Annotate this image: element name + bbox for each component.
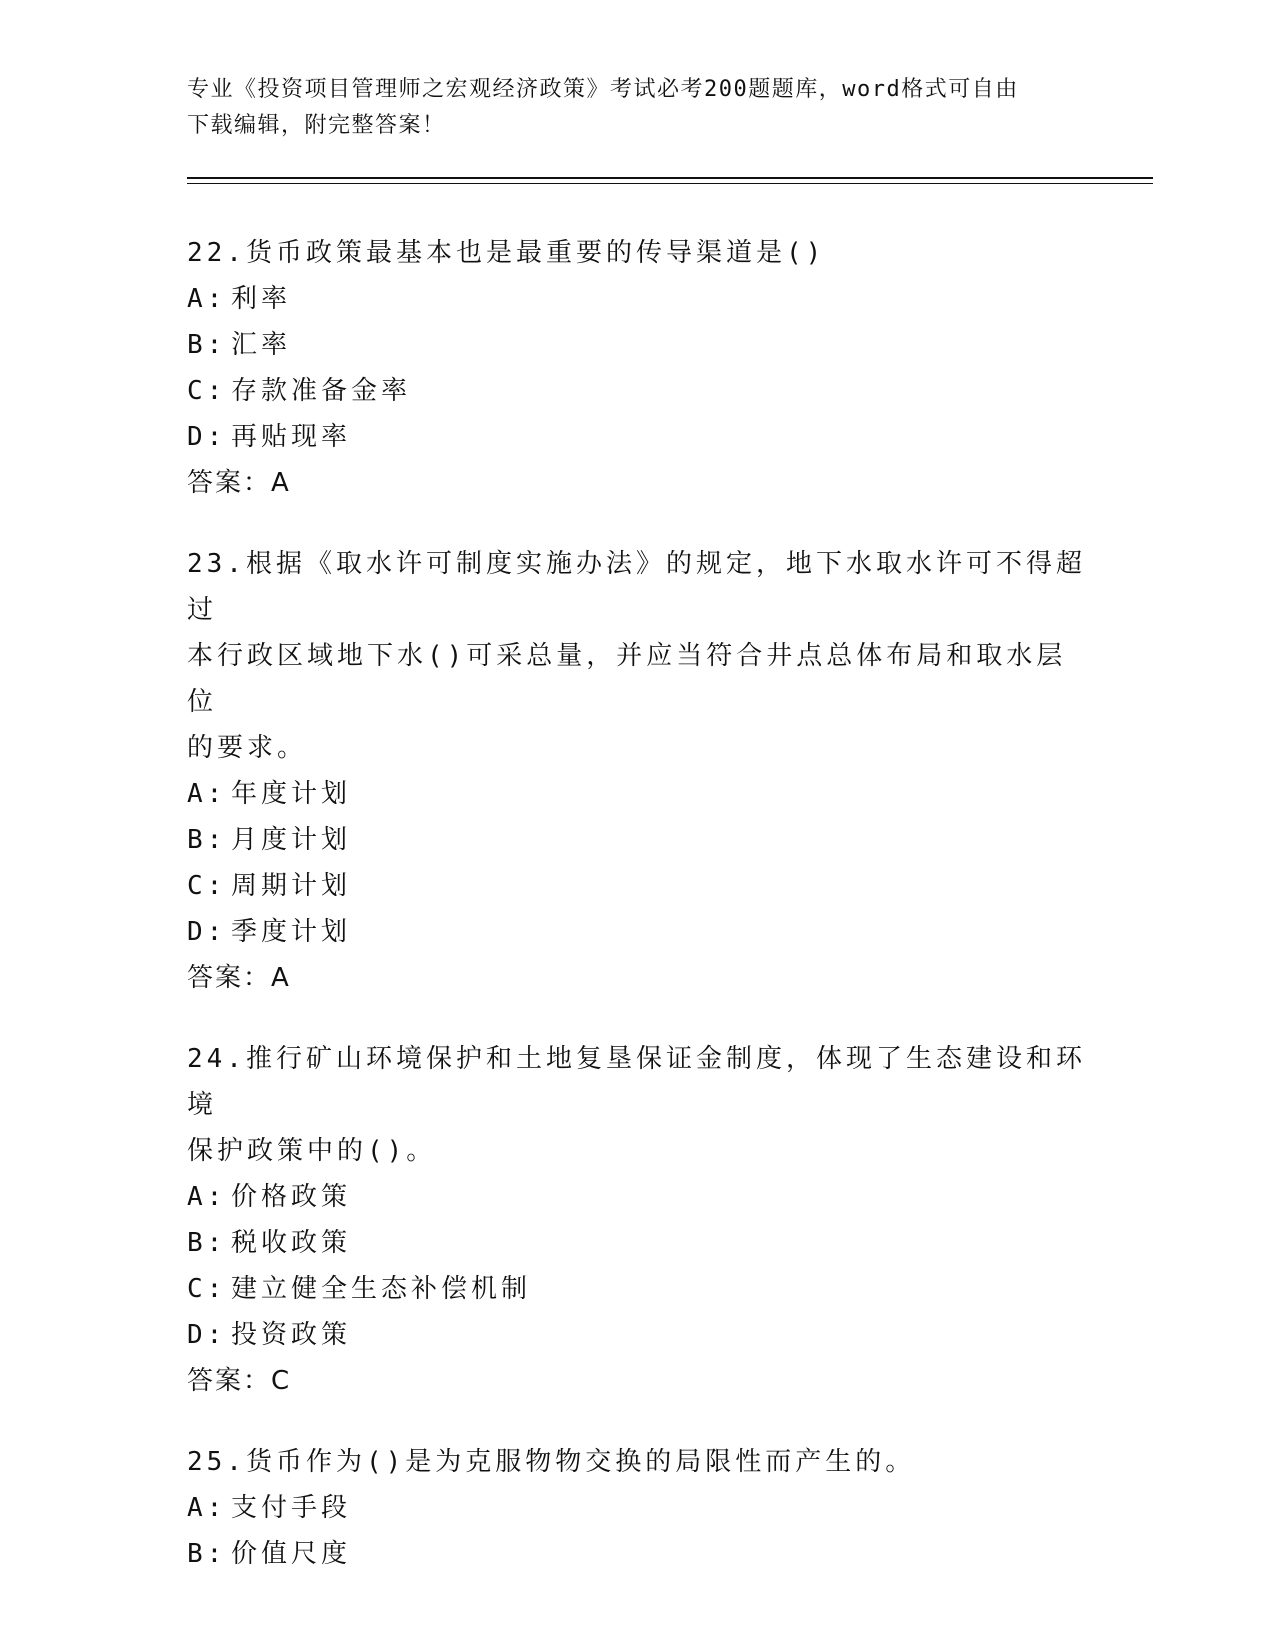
option-letter: A:: [187, 779, 227, 809]
answer-option: [187, 771, 1087, 817]
option-letter: B:: [187, 825, 227, 855]
option-letter: D:: [187, 422, 227, 452]
answer-option: [187, 1220, 1087, 1266]
question-stem: [187, 230, 1087, 276]
option-text: 利率: [231, 284, 292, 314]
question-stem-line: 保护政策中的()。: [187, 1136, 437, 1166]
option-letter: D:: [187, 1320, 227, 1350]
option-text: 周期计划: [231, 871, 352, 901]
question-stem: [187, 1036, 1087, 1174]
question-block: [187, 1439, 1087, 1577]
header-rule-thick: [187, 177, 1153, 179]
answer-option: [187, 322, 1087, 368]
answer-option: [187, 276, 1087, 322]
answer-key: 答案：A: [187, 963, 291, 993]
option-letter: A:: [187, 1493, 227, 1523]
option-letter: C:: [187, 1274, 227, 1304]
option-letter: A:: [187, 1182, 227, 1212]
option-text: 存款准备金率: [231, 376, 412, 406]
question-stem-line: 23.根据《取水许可制度实施办法》的规定，地下水取水许可不得超过: [187, 549, 1086, 625]
answer-option: [187, 863, 1087, 909]
option-text: 价格政策: [231, 1182, 352, 1212]
question-block: [187, 541, 1087, 1001]
answer-option: [187, 1312, 1087, 1358]
answer-option: [187, 1266, 1087, 1312]
question-block: [187, 230, 1087, 506]
option-text: 月度计划: [231, 825, 352, 855]
question-stem-line: 22.货币政策最基本也是最重要的传导渠道是(): [187, 238, 826, 268]
header-rule-thin: [187, 183, 1153, 184]
option-text: 再贴现率: [231, 422, 352, 452]
answer-option: [187, 368, 1087, 414]
option-letter: C:: [187, 871, 227, 901]
option-text: 年度计划: [231, 779, 352, 809]
option-text: 汇率: [231, 330, 292, 360]
option-text: 建立健全生态补偿机制: [231, 1274, 532, 1304]
question-stem: [187, 1439, 1087, 1485]
header-line-2: 下载编辑，附完整答案！: [187, 113, 446, 138]
answer-option: [187, 1485, 1087, 1531]
option-text: 投资政策: [231, 1320, 352, 1350]
answer-key: 答案：A: [187, 468, 291, 498]
option-letter: C:: [187, 376, 227, 406]
document-header: [187, 72, 1087, 144]
question-stem-line: 24.推行矿山环境保护和土地复垦保证金制度，体现了生态建设和环境: [187, 1044, 1086, 1120]
answer-option: [187, 1531, 1087, 1577]
option-letter: B:: [187, 1228, 227, 1258]
question-block: [187, 1036, 1087, 1404]
question-stem-line: 25.货币作为()是为克服物物交换的局限性而产生的。: [187, 1447, 916, 1477]
question-stem: [187, 541, 1087, 771]
question-stem-line: 本行政区域地下水()可采总量，并应当符合井点总体布局和取水层位: [187, 641, 1067, 717]
header-line-1: 专业《投资项目管理师之宏观经济政策》考试必考200题题库，word格式可自由: [187, 77, 1019, 102]
option-letter: D:: [187, 917, 227, 947]
option-text: 支付手段: [231, 1493, 352, 1523]
answer-option: [187, 1174, 1087, 1220]
question-stem-line: 的要求。: [187, 733, 308, 763]
question-list: [187, 230, 1087, 1612]
option-letter: A:: [187, 284, 227, 314]
answer-option: [187, 414, 1087, 460]
answer-option: [187, 817, 1087, 863]
answer-option: [187, 909, 1087, 955]
option-text: 价值尺度: [231, 1539, 352, 1569]
answer-key: 答案：C: [187, 1366, 292, 1396]
option-letter: B:: [187, 1539, 227, 1569]
option-text: 税收政策: [231, 1228, 352, 1258]
option-letter: B:: [187, 330, 227, 360]
option-text: 季度计划: [231, 917, 352, 947]
